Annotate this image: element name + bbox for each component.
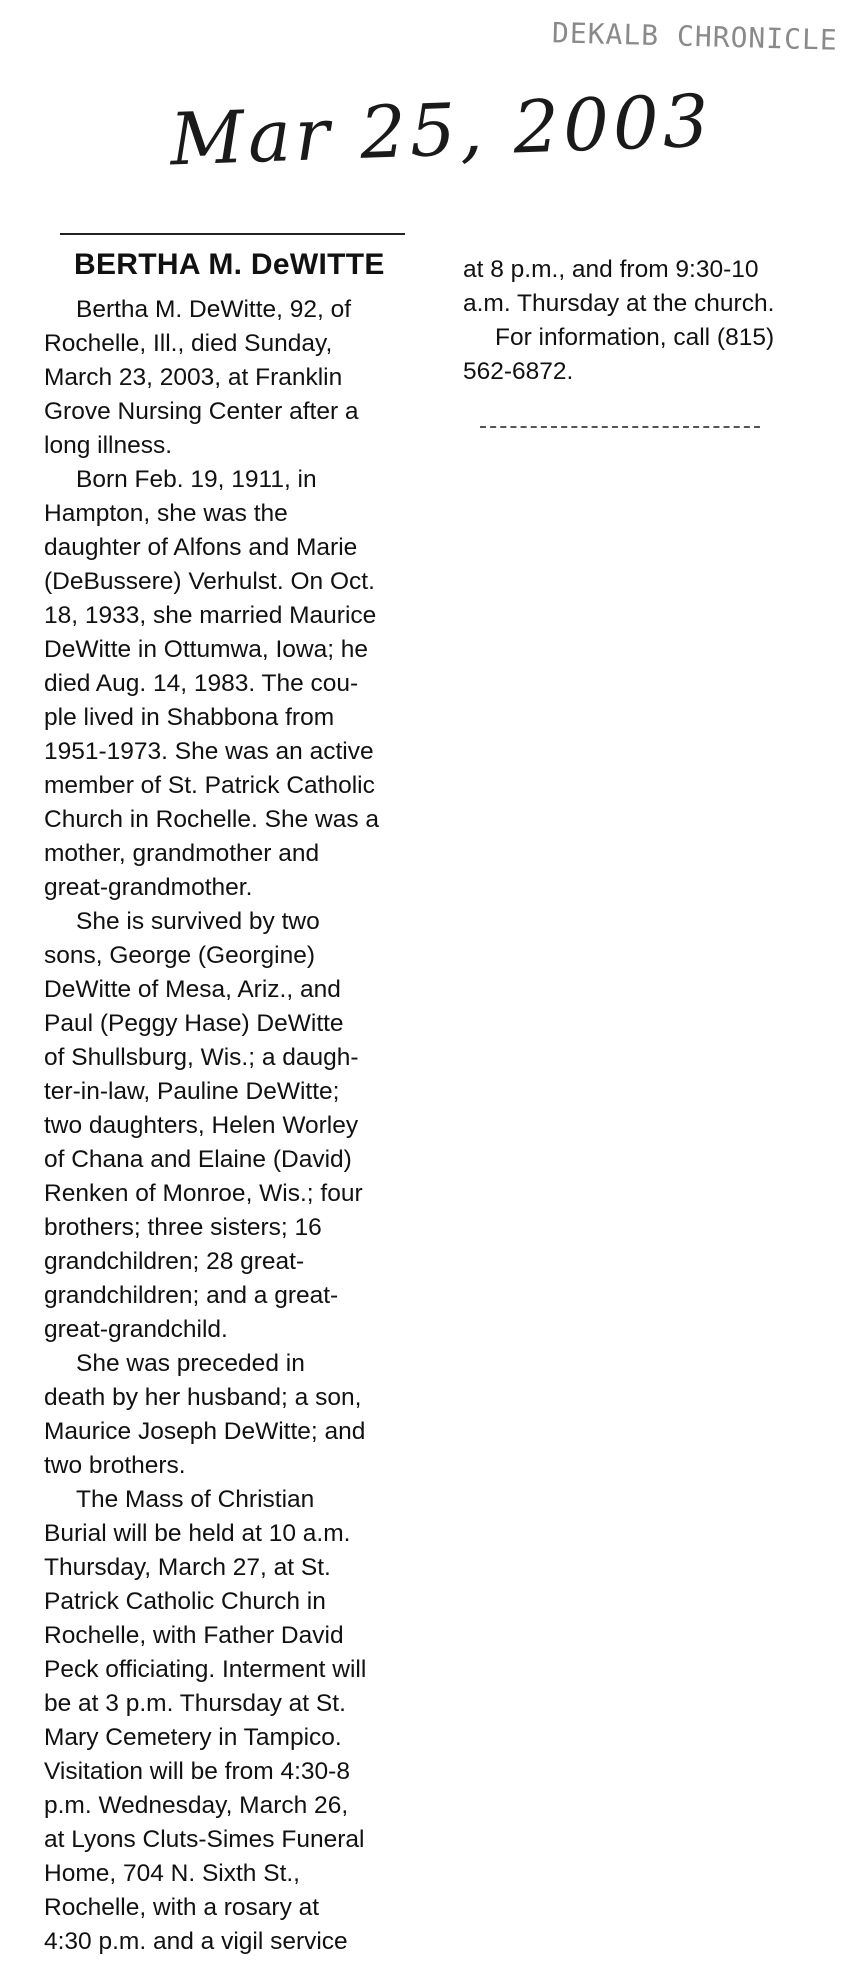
text-line: great-grandmother. xyxy=(44,874,253,901)
text-line: Rochelle, Ill., died Sunday, xyxy=(44,330,333,357)
end-rule xyxy=(480,426,760,428)
text-line: brothers; three sisters; 16 xyxy=(44,1214,322,1241)
text-line: Renken of Monroe, Wis.; four xyxy=(44,1180,363,1207)
text-line: Burial will be held at 10 a.m. xyxy=(44,1520,351,1547)
text-line: ple lived in Shabbona from xyxy=(44,704,335,731)
text-line: be at 3 p.m. Thursday at St. xyxy=(44,1690,346,1717)
text-line: DeWitte of Mesa, Ariz., and xyxy=(44,976,341,1003)
newspaper-stamp: DEKALB CHRONICLE xyxy=(551,16,839,57)
text-line: Church in Rochelle. She was a xyxy=(44,806,380,833)
text-line: two daughters, Helen Worley xyxy=(44,1112,359,1139)
text-line: Peck officiating. Interment will xyxy=(44,1656,367,1683)
text-line: Home, 704 N. Sixth St., xyxy=(44,1860,300,1887)
text-line: Born Feb. 19, 1911, in xyxy=(76,466,317,493)
text-line: Bertha M. DeWitte, 92, of xyxy=(76,296,352,323)
text-line: She was preceded in xyxy=(76,1350,305,1377)
text-line: grandchildren; and a great- xyxy=(44,1282,339,1309)
text-line: Grove Nursing Center after a xyxy=(44,398,359,425)
left-column xyxy=(44,293,429,1959)
text-line: death by her husband; a son, xyxy=(44,1384,362,1411)
text-line: died Aug. 14, 1983. The cou- xyxy=(44,670,359,697)
text-line: mother, grandmother and xyxy=(44,840,320,867)
text-line: Rochelle, with Father David xyxy=(44,1622,344,1649)
text-line: at 8 p.m., and from 9:30-10 xyxy=(463,256,759,283)
text-line: ter-in-law, Pauline DeWitte; xyxy=(44,1078,340,1105)
handwritten-date: Mar 25, 2003 xyxy=(168,78,714,182)
text-line: Paul (Peggy Hase) DeWitte xyxy=(44,1010,344,1037)
obituary-headline: BERTHA M. DeWITTE xyxy=(74,248,385,281)
text-line: (DeBussere) Verhulst. On Oct. xyxy=(44,568,375,595)
text-line: grandchildren; 28 great- xyxy=(44,1248,305,1275)
text-line: great-grandchild. xyxy=(44,1316,228,1343)
text-line: long illness. xyxy=(44,432,173,459)
text-line: Maurice Joseph DeWitte; and xyxy=(44,1418,366,1445)
text-line: For information, call (815) xyxy=(495,324,775,351)
text-line: of Shullsburg, Wis.; a daugh- xyxy=(44,1044,359,1071)
text-line: daughter of Alfons and Marie xyxy=(44,534,358,561)
right-column xyxy=(463,253,833,389)
text-line: member of St. Patrick Catholic xyxy=(44,772,375,799)
text-line: 18, 1933, she married Maurice xyxy=(44,602,377,629)
text-line: Visitation will be from 4:30-8 xyxy=(44,1758,350,1785)
text-line: DeWitte in Ottumwa, Iowa; he xyxy=(44,636,369,663)
text-line: two brothers. xyxy=(44,1452,186,1479)
text-line: 4:30 p.m. and a vigil service xyxy=(44,1928,348,1955)
text-line: The Mass of Christian xyxy=(76,1486,315,1513)
top-rule xyxy=(60,233,405,235)
text-line: Mary Cemetery in Tampico. xyxy=(44,1724,342,1751)
text-line: Patrick Catholic Church in xyxy=(44,1588,326,1615)
text-line: a.m. Thursday at the church. xyxy=(463,290,775,317)
text-line: of Chana and Elaine (David) xyxy=(44,1146,352,1173)
text-line: at Lyons Cluts-Simes Funeral xyxy=(44,1826,365,1853)
text-line: She is survived by two xyxy=(76,908,320,935)
text-line: 1951-1973. She was an active xyxy=(44,738,374,765)
text-line: sons, George (Georgine) xyxy=(44,942,315,969)
text-line: Rochelle, with a rosary at xyxy=(44,1894,320,1921)
text-line: March 23, 2003, at Franklin xyxy=(44,364,343,391)
text-line: Hampton, she was the xyxy=(44,500,288,527)
text-line: Thursday, March 27, at St. xyxy=(44,1554,331,1581)
text-line: p.m. Wednesday, March 26, xyxy=(44,1792,349,1819)
text-line: 562-6872. xyxy=(463,358,574,385)
